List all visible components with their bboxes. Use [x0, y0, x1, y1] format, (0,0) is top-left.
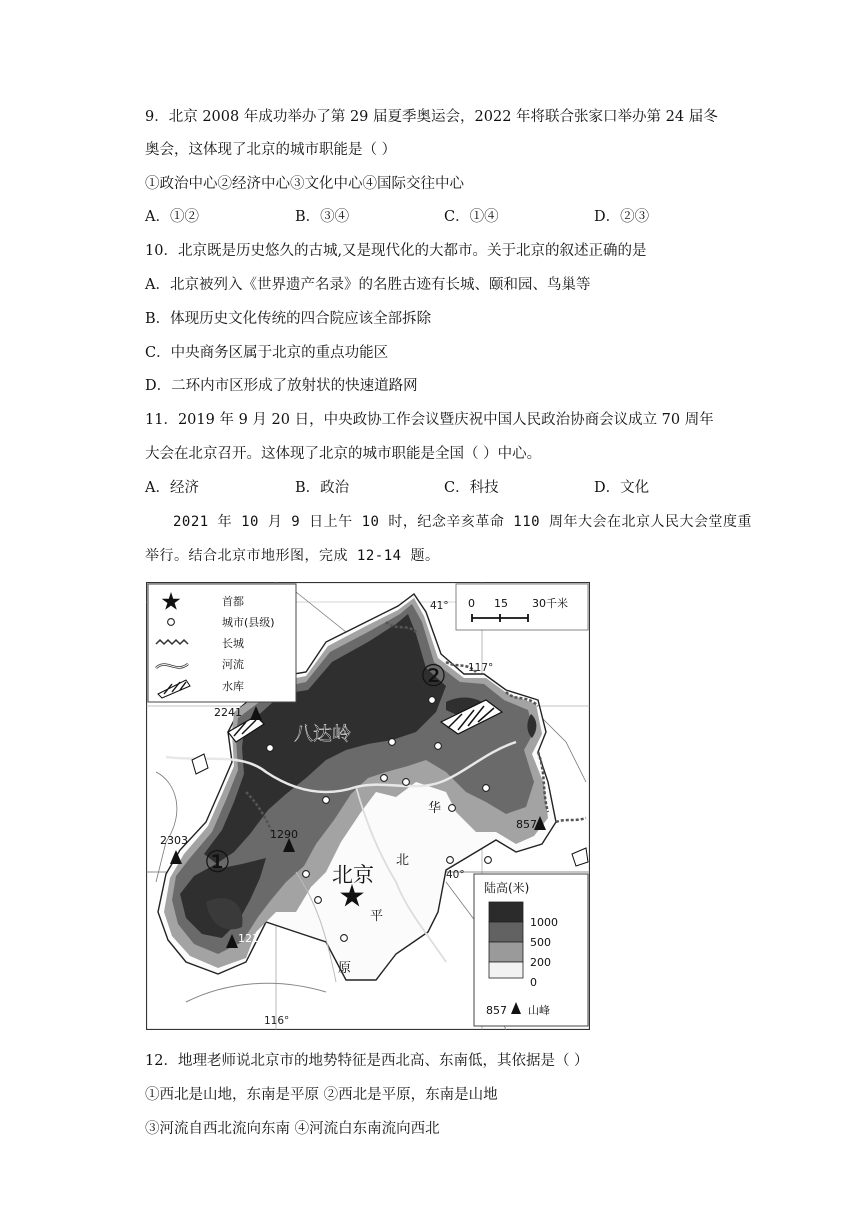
q12-stem: 12．地理老师说北京市的地势特征是西北高、东南低，其依据是（ ） [145, 1053, 589, 1069]
peak-857: 857 [516, 818, 537, 831]
q12-line2: ①西北是山地，东南是平原 ②西北是平原，东南是山地 [145, 1087, 498, 1103]
q10-option-c: C．中央商务区属于北京的重点功能区 [145, 345, 389, 361]
elevation-title: 陆高(米) [484, 881, 530, 895]
scale-mid: 15 [494, 597, 508, 610]
q9-stem-line1: 9．北京 2008 年成功举办了第 29 届夏季奥运会，2022 年将联合张家口举办第 24 届冬 [145, 109, 718, 125]
legend-river: 河流 [222, 658, 244, 671]
q11-option-c: C．科技 [444, 480, 499, 496]
q12-line3: ③河流自西北流向东南 ④河流白东南流向西北 [145, 1121, 440, 1137]
elevation-swatch-500 [489, 922, 523, 942]
legend-city-icon [168, 619, 175, 626]
scale-end: 30千米 [532, 597, 568, 610]
q9-option-c: C．①④ [444, 209, 499, 225]
elevation-500: 500 [530, 936, 551, 949]
beijing-terrain-map [146, 582, 590, 1030]
legend-wall: 长城 [222, 637, 244, 650]
elevation-legend [474, 874, 588, 1026]
label-ping: 平 [370, 909, 384, 924]
lat-40: 40° [446, 869, 465, 881]
elevation-peak-label: 山峰 [528, 1004, 550, 1017]
q9-option-a: A．①② [145, 209, 199, 225]
intro-line2: 举行。结合北京市地形图，完成 12-14 题。 [145, 548, 440, 564]
scale-bar [456, 584, 588, 630]
q9-option-b: B．③④ [295, 209, 350, 225]
q9-stem-line2: 奥会，这体现了北京的城市职能是（ ） [145, 142, 397, 158]
peak-1290: 1290 [270, 828, 298, 841]
q10-option-b: B．体现历史文化传统的四合院应该全部拆除 [145, 311, 432, 327]
q11-stem-line2: 大会在北京召开。这体现了北京的城市职能是全国（ ）中心。 [145, 446, 542, 462]
elevation-peak-value: 857 [486, 1004, 507, 1017]
label-hua: 华 [428, 801, 442, 816]
q11-stem-line1: 11．2019 年 9 月 20 日，中央政协工作会议暨庆祝中国人民政治协商会议成立 70 周年 [145, 412, 714, 428]
lat-41: 41° [430, 600, 449, 612]
q9-items: ①政治中心②经济中心③文化中心④国际交往中心 [145, 176, 464, 192]
scale-zero: 0 [468, 597, 475, 610]
elevation-0: 0 [530, 976, 537, 989]
elevation-1000: 1000 [530, 916, 558, 929]
peak-2303: 2303 [160, 834, 188, 847]
legend-reservoir: 水库 [222, 680, 244, 693]
marker-2: ② [420, 659, 447, 694]
q10-stem: 10．北京既是历史悠久的古城,又是现代化的大都市。关于北京的叙述正确的是 [145, 243, 647, 259]
elevation-swatch-200 [489, 942, 523, 962]
q11-option-b: B．政治 [295, 480, 350, 496]
lon-117: 117° [468, 662, 494, 674]
q9-option-d: D．②③ [594, 209, 650, 225]
q11-option-d: D．文化 [594, 480, 650, 496]
label-badaling: 八达岭 [294, 723, 352, 745]
legend-capital: 首都 [222, 595, 244, 608]
q10-option-a: A．北京被列入《世界遗产名录》的名胜古迹有长城、颐和园、鸟巢等 [145, 277, 591, 293]
peak-2241: 2241 [214, 706, 242, 719]
symbol-legend [148, 584, 296, 702]
elevation-swatch-1000 [489, 902, 523, 922]
elevation-swatch-0 [489, 962, 523, 978]
lon-116: 116° [264, 1015, 290, 1027]
intro-line1: 2021 年 10 月 9 日上午 10 时，纪念辛亥革命 110 周年大会在北京人民大会堂度重 [173, 514, 753, 530]
q10-option-d: D．二环内市区形成了放射状的快速道路网 [145, 378, 418, 394]
label-bei: 北 [396, 853, 410, 868]
elevation-200: 200 [530, 956, 551, 969]
peak-1210: 1210 [238, 932, 266, 945]
legend-city: 城市(县级) [222, 616, 275, 629]
label-yuan: 原 [338, 961, 352, 976]
label-beijing: 北京 [332, 863, 374, 887]
q11-option-a: A．经济 [145, 480, 199, 496]
marker-1: ① [204, 845, 231, 880]
